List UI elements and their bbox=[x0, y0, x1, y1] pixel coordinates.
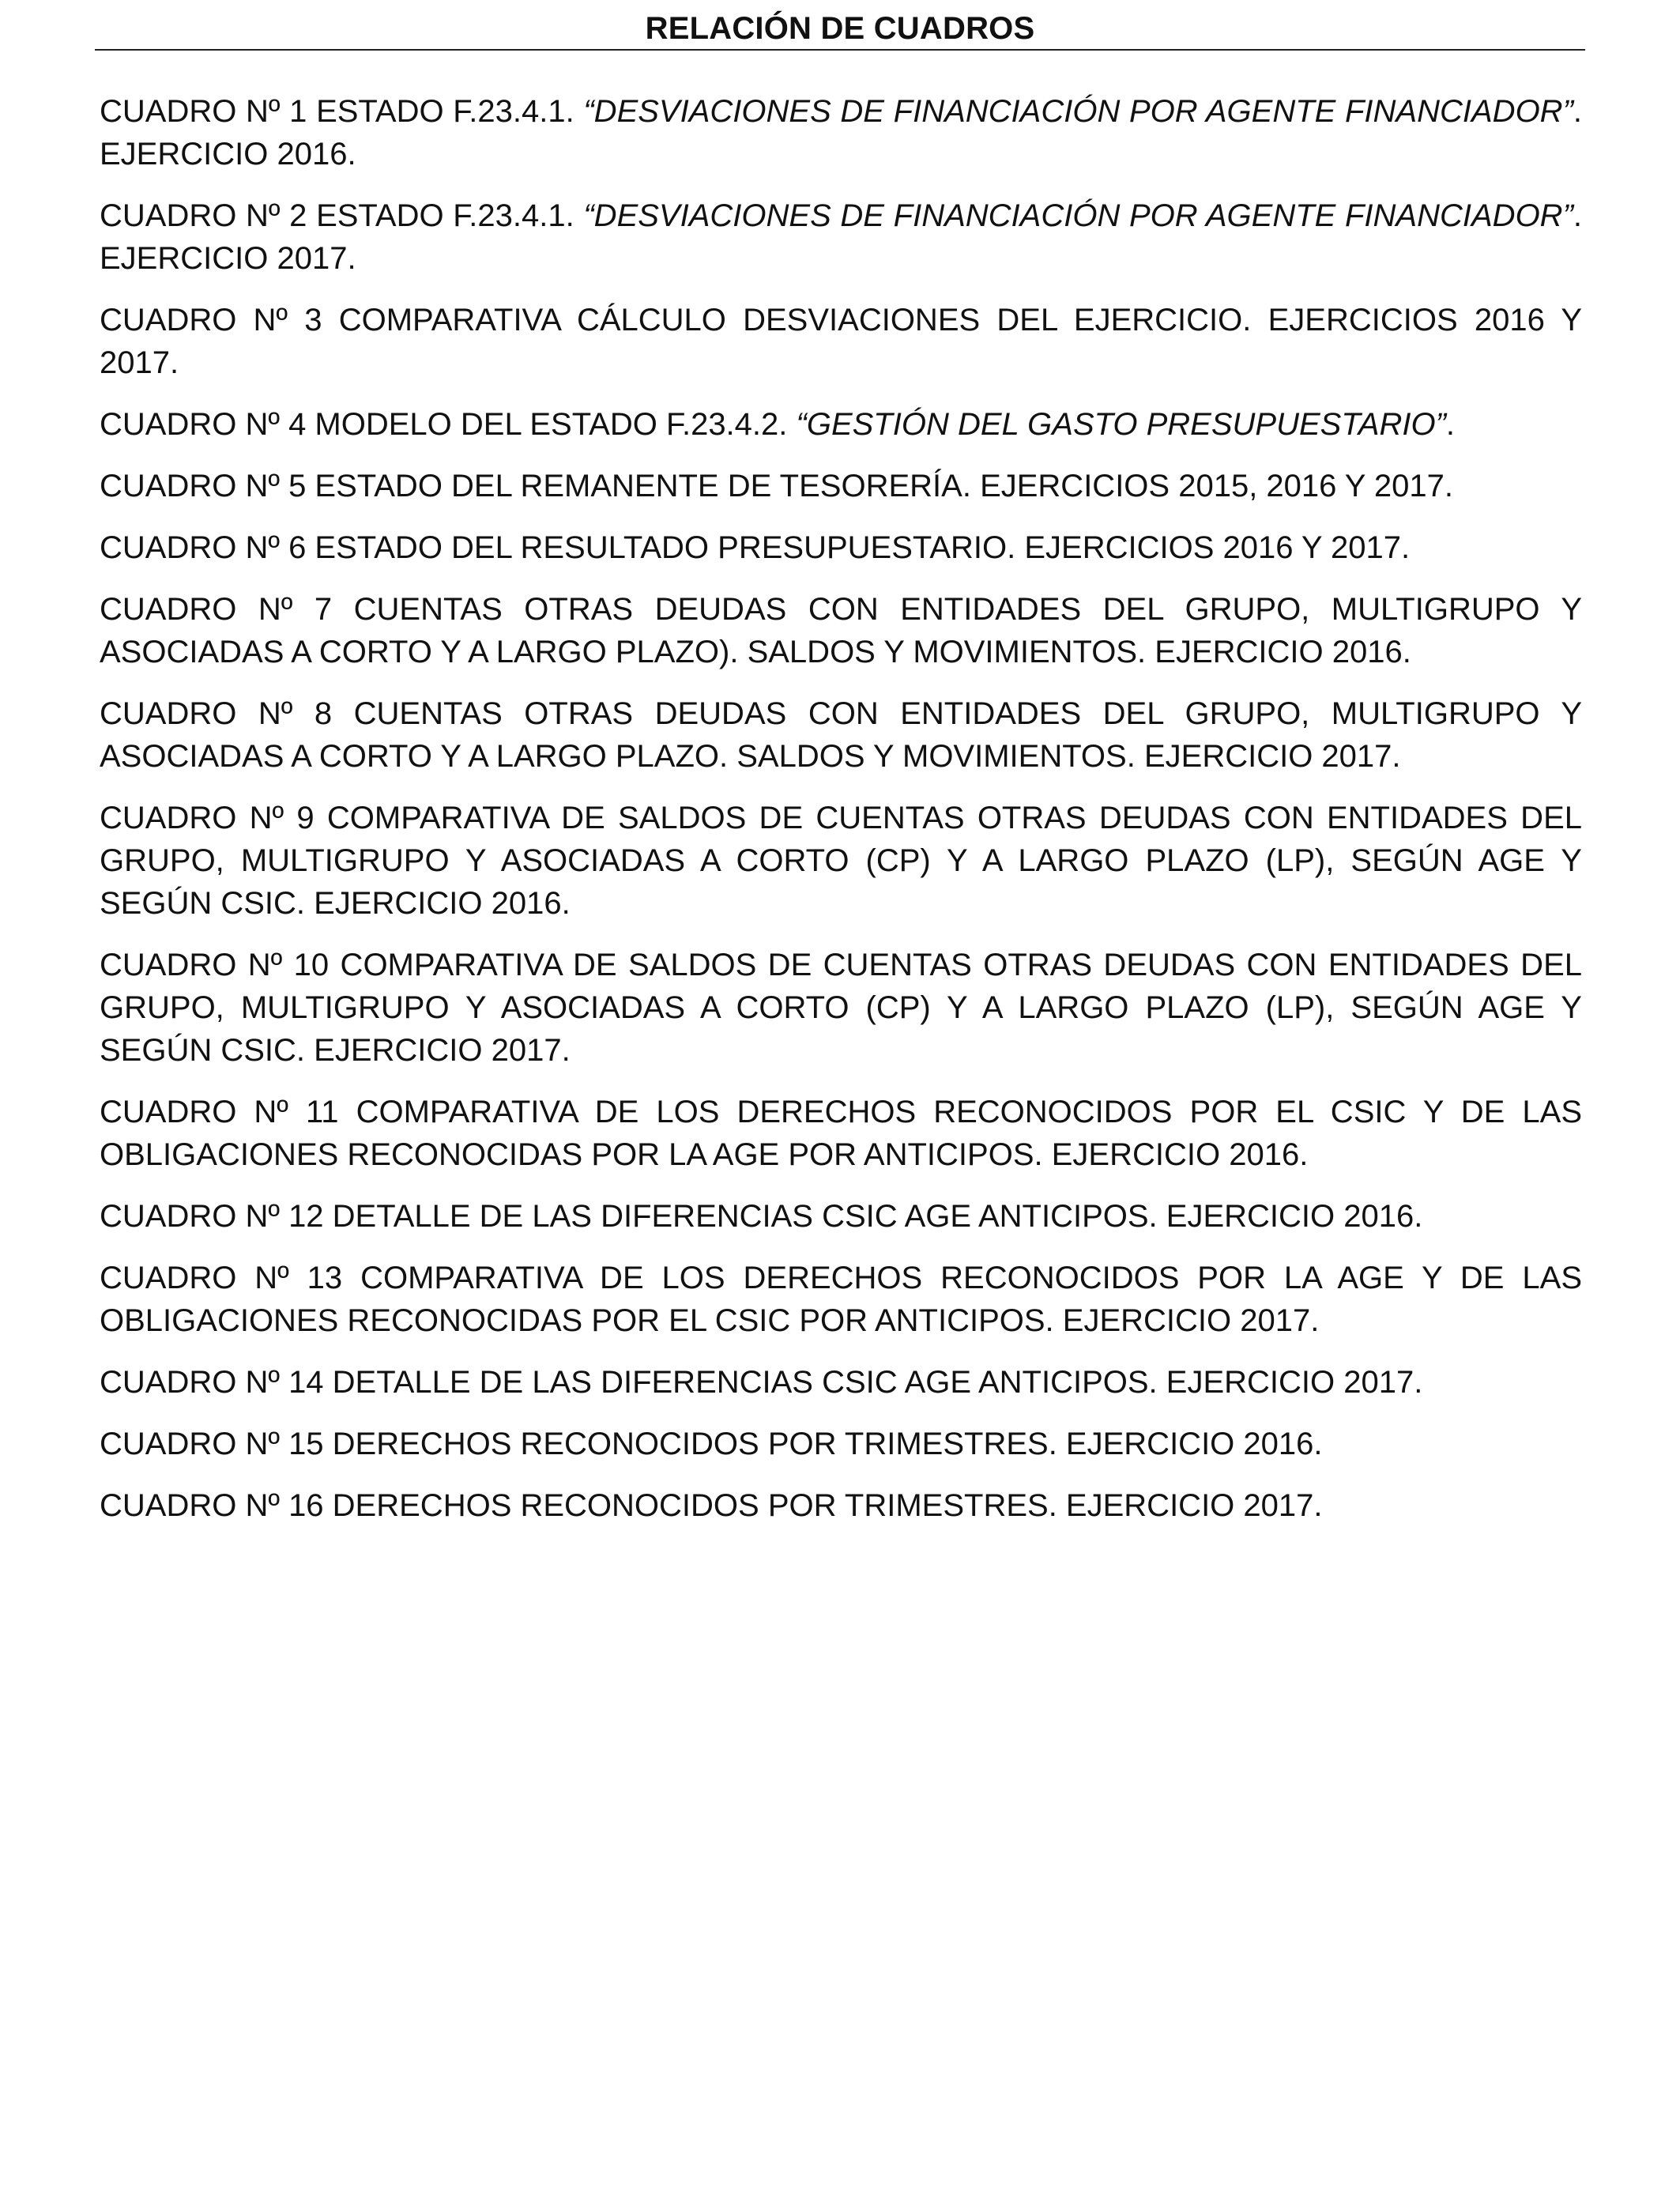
list-item bbox=[100, 403, 1582, 446]
list-item bbox=[100, 1361, 1582, 1404]
entry-italic-text: “DESVIACIONES DE FINANCIACIÓN POR AGENTE FINANCIADOR” bbox=[583, 198, 1573, 233]
entry-text: CUADRO Nº 10 COMPARATIVA DE SALDOS DE CUENTAS OTRAS DEUDAS CON ENTIDADES DEL GRUPO, MULTIGRUPO Y ASOCIADAS A CORTO (CP) Y A LARGO PLAZO (LP), SEGÚN AGE Y SEGÚN CSIC. EJERCICIO 2017. bbox=[100, 948, 1582, 1068]
entry-text: CUADRO Nº 1 ESTADO F.23.4.1. bbox=[100, 94, 584, 129]
list-item bbox=[100, 299, 1582, 384]
list-item bbox=[100, 1423, 1582, 1465]
entry-text: CUADRO Nº 6 ESTADO DEL RESULTADO PRESUPUESTARIO. EJERCICIOS 2016 Y 2017. bbox=[100, 530, 1411, 565]
list-item bbox=[100, 465, 1582, 507]
list-item bbox=[100, 194, 1582, 280]
entry-text: CUADRO Nº 12 DETALLE DE LAS DIFERENCIAS CSIC AGE ANTICIPOS. EJERCICIO 2016. bbox=[100, 1199, 1423, 1234]
list-item bbox=[100, 797, 1582, 925]
title-divider bbox=[95, 49, 1585, 51]
entry-suffix: . EJERCICIO 2017. bbox=[100, 198, 1583, 276]
entry-suffix: . EJERCICIO 2016. bbox=[100, 94, 1583, 172]
list-item bbox=[100, 944, 1582, 1072]
entry-text: CUADRO Nº 11 COMPARATIVA DE LOS DERECHOS RECONOCIDOS POR EL CSIC Y DE LAS OBLIGACIONES RECONOCIDAS POR LA AGE POR ANTICIPOS. EJERCICIO 2016. bbox=[100, 1095, 1582, 1172]
list-item bbox=[100, 526, 1582, 569]
entry-text: CUADRO Nº 16 DERECHOS RECONOCIDOS POR TRIMESTRES. EJERCICIO 2017. bbox=[100, 1488, 1323, 1523]
entry-text: CUADRO Nº 3 COMPARATIVA CÁLCULO DESVIACIONES DEL EJERCICIO. EJERCICIOS 2016 Y 2017. bbox=[100, 303, 1582, 380]
list-item bbox=[100, 692, 1582, 778]
entry-text: CUADRO Nº 9 COMPARATIVA DE SALDOS DE CUENTAS OTRAS DEUDAS CON ENTIDADES DEL GRUPO, MULTIGRUPO Y ASOCIADAS A CORTO (CP) Y A LARGO PLAZO (LP), SEGÚN AGE Y SEGÚN CSIC. EJERCICIO 2016. bbox=[100, 801, 1582, 921]
entry-text: CUADRO Nº 2 ESTADO F.23.4.1. bbox=[100, 198, 584, 233]
entry-italic-text: “DESVIACIONES DE FINANCIACIÓN POR AGENTE FINANCIADOR” bbox=[583, 94, 1573, 129]
list-item bbox=[100, 1195, 1582, 1238]
entry-text: CUADRO Nº 15 DERECHOS RECONOCIDOS POR TRIMESTRES. EJERCICIO 2016. bbox=[100, 1427, 1323, 1461]
page-title: RELACIÓN DE CUADROS bbox=[645, 11, 1035, 46]
entry-text: CUADRO Nº 7 CUENTAS OTRAS DEUDAS CON ENTIDADES DEL GRUPO, MULTIGRUPO Y ASOCIADAS A CORTO Y A LARGO PLAZO). SALDOS Y MOVIMIENTOS. EJERCICIO 2016. bbox=[100, 592, 1582, 669]
entry-text: CUADRO Nº 14 DETALLE DE LAS DIFERENCIAS CSIC AGE ANTICIPOS. EJERCICIO 2017. bbox=[100, 1365, 1423, 1400]
list-item bbox=[100, 588, 1582, 673]
entry-italic-text: “GESTIÓN DEL GASTO PRESUPUESTARIO” bbox=[796, 407, 1446, 442]
entry-text: CUADRO Nº 13 COMPARATIVA DE LOS DERECHOS RECONOCIDOS POR LA AGE Y DE LAS OBLIGACIONES RECONOCIDAS POR EL CSIC POR ANTICIPOS. EJERCICIO 2017. bbox=[100, 1261, 1582, 1338]
list-item bbox=[100, 90, 1582, 175]
entry-text: CUADRO Nº 5 ESTADO DEL REMANENTE DE TESORERÍA. EJERCICIOS 2015, 2016 Y 2017. bbox=[100, 469, 1453, 503]
entry-suffix: . bbox=[1445, 407, 1456, 442]
entry-text: CUADRO Nº 8 CUENTAS OTRAS DEUDAS CON ENTIDADES DEL GRUPO, MULTIGRUPO Y ASOCIADAS A CORTO Y A LARGO PLAZO. SALDOS Y MOVIMIENTOS. EJERCICIO 2017. bbox=[100, 696, 1582, 774]
list-item bbox=[100, 1091, 1582, 1176]
entry-text: CUADRO Nº 4 MODELO DEL ESTADO F.23.4.2. bbox=[100, 407, 797, 442]
list-item bbox=[100, 1484, 1582, 1527]
cuadros-list bbox=[100, 90, 1582, 1546]
list-item bbox=[100, 1257, 1582, 1342]
